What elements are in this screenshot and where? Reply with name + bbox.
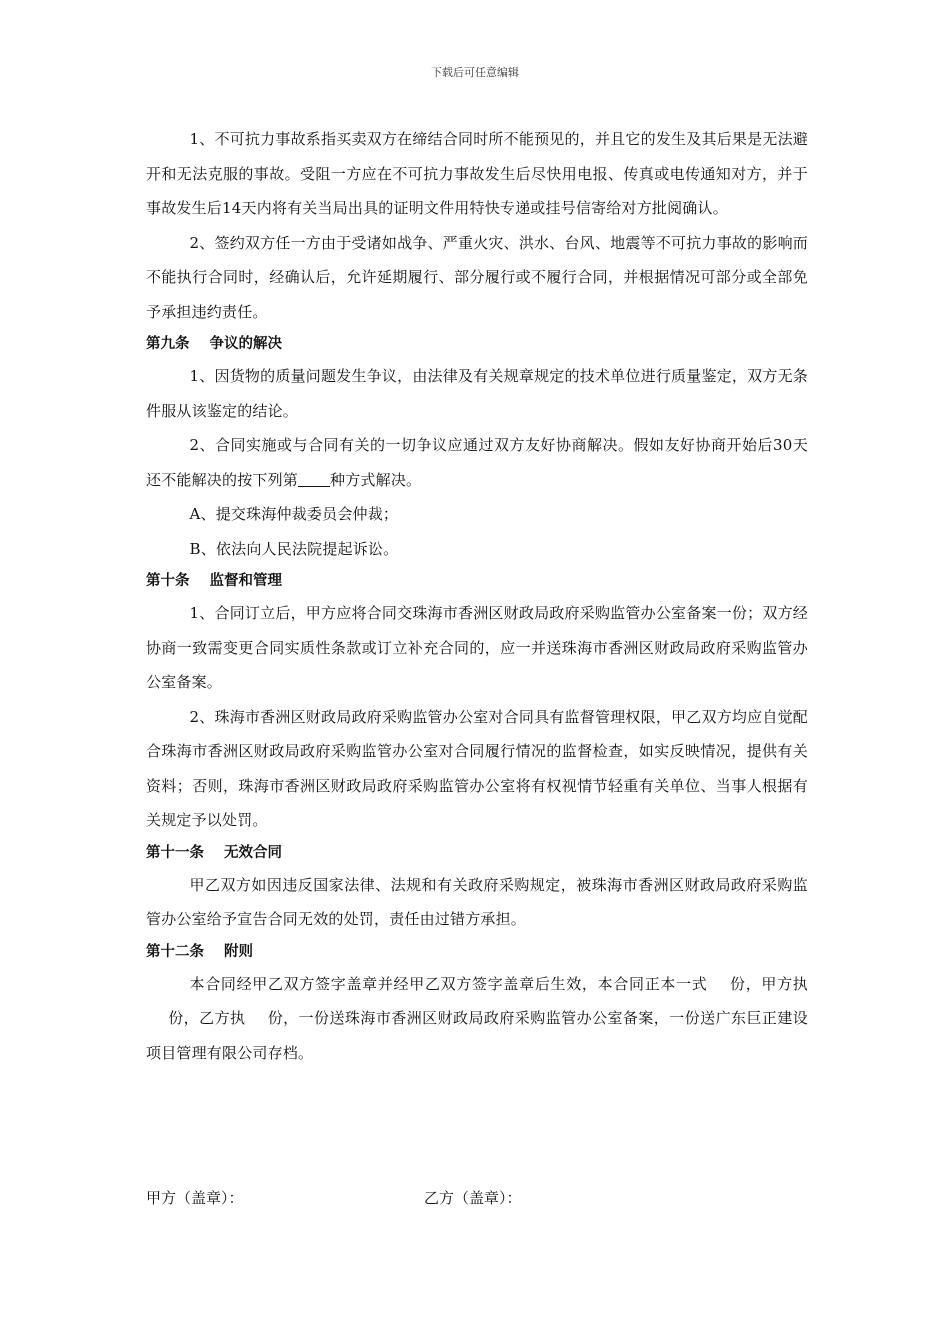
party-a-seal: 甲方（盖章）： — [146, 1189, 244, 1207]
option-a: A、提交珠海仲裁委员会仲裁； — [189, 505, 399, 523]
article-12-heading — [146, 937, 808, 967]
article-12-title: 附则 — [224, 943, 253, 960]
article-9-clause-2-text-b: 种方式解决。 — [330, 470, 422, 489]
article-9-clause-1: 1、因货物的质量问题发生争议，由法律及有关规章规定的技术单位进行质量鉴定，双方无条件服从该鉴定的结论。 — [146, 367, 808, 420]
method-blank — [298, 472, 330, 487]
party-b-seal: 乙方（盖章）： — [424, 1189, 522, 1207]
article-9-title: 争议的解决 — [209, 336, 282, 352]
article-10-number: 第十条 — [146, 573, 190, 589]
option-b: B、依法向人民法院提起诉讼。 — [189, 539, 399, 558]
article-10-heading — [146, 566, 808, 596]
article-11-clause-1: 甲乙双方如因违反国家法律、法规和有关政府采购规定，被珠海市香洲区财政局政府采购监管办公室给予宣告合同无效的处罚，责任由过错方承担。 — [146, 875, 808, 928]
article-12-text-d: 份，一份送珠海市香洲区财政局政府采购监管办公室备案，一份送广东巨正建设项目管理有限公司存档。 — [146, 1009, 808, 1062]
article-9-heading — [146, 329, 808, 359]
article-12-text-b: 份，甲方执 — [729, 974, 808, 993]
article-8-clause-2: 2、签约双方任一方由于受诸如战争、严重火灾、洪水、台风、地震等不可抗力事故的影响而不能执行合同时，经确认后，允许延期履行、部分履行或不履行合同，并根据情况可部分或全部免予承担违约责任。 — [146, 233, 808, 321]
article-11-number: 第十一条 — [146, 844, 204, 861]
article-9-clause-2 — [146, 428, 808, 497]
page-header: 下载后可任意编辑 — [431, 66, 519, 79]
document-body — [146, 122, 808, 1070]
article-10-title: 监督和管理 — [209, 573, 282, 589]
article-9-clause-2-text-a: 2、合同实施或与合同有关的一切争议应通过双方友好协商解决。假如友好协商开始后30天还不能解决的按下列第 — [146, 436, 808, 489]
article-12-text-c: 份，乙方执 — [168, 1009, 246, 1027]
article-12-number: 第十二条 — [146, 943, 204, 960]
article-12-text-a: 本合同经甲乙双方签字盖章并经甲乙双方签字盖章后生效，本合同正本一式 — [189, 974, 708, 993]
article-9-number: 第九条 — [146, 336, 190, 352]
article-12-clause-1 — [146, 967, 808, 1071]
article-10-clause-2: 2、珠海市香洲区财政局政府采购监管办公室对合同具有监督管理权限，甲乙双方均应自觉配合珠海市香洲区财政局政府采购监管办公室对合同履行情况的监督检查，如实反映情况，提供有关资料；否则，珠海市香洲区财政局政府采购监管办公室将有权视情节轻重有关单位、当事人根据有关规定予以处罚。 — [146, 707, 808, 829]
article-10-clause-1: 1、合同订立后，甲方应将合同交珠海市香洲区财政局政府采购监管办公室备案一份；双方经协商一致需变更合同实质性条款或订立补充合同的，应一并送珠海市香洲区财政局政府采购监管办公室备案。 — [146, 604, 808, 691]
article-11-heading — [146, 838, 808, 868]
article-11-title: 无效合同 — [224, 844, 282, 861]
article-8-clause-1: 1、不可抗力事故系指买卖双方在缔结合同时所不能预见的，并且它的发生及其后果是无法避开和无法克服的事故。受阻一方应在不可抗力事故发生后尽快用电报、传真或电传通知对方，并于事故发生后14天内将有关当局出具的证明文件用特快专递或挂号信寄给对方批阅确认。 — [146, 130, 808, 217]
